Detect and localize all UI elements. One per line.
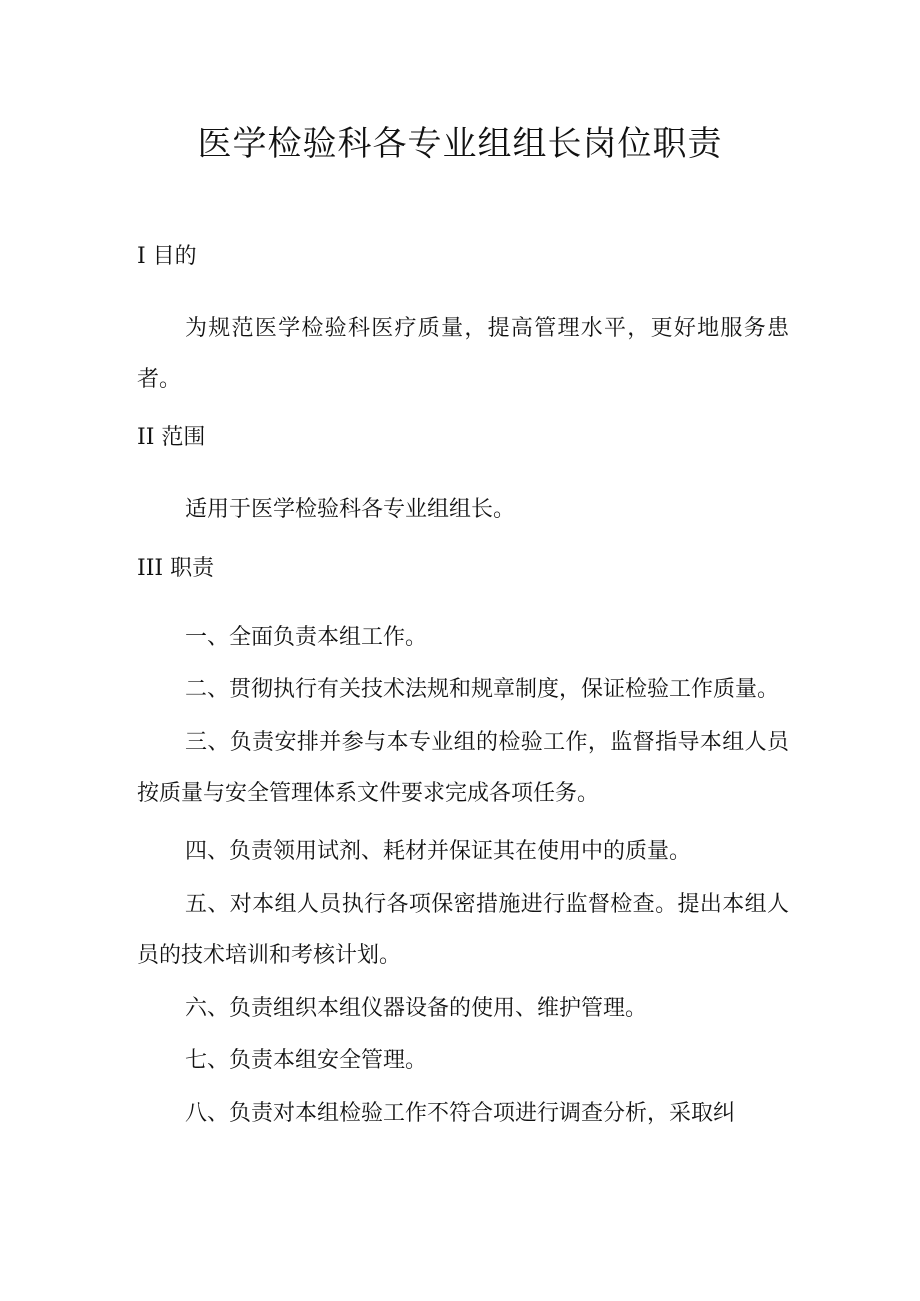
section-heading-scope: II 范围 [137, 425, 206, 450]
duty-item: 三、负责安排并参与本专业组的检验工作，监督指导本组人员按质量与安全管理体系文件要求完成各项任务。 [137, 730, 789, 806]
duty-item: 二、贯彻执行有关技术法规和规章制度，保证检验工作质量。 [185, 677, 780, 702]
duty-item: 六、负责组织本组仪器设备的使用、维护管理。 [185, 996, 648, 1021]
duty-item: 四、负责领用试剂、耗材并保证其在使用中的质量。 [185, 839, 692, 864]
section-heading-purpose: I 目的 [137, 244, 197, 269]
duty-item: 五、对本组人员执行各项保密措施进行监督检查。提出本组人员的技术培训和考核计划。 [137, 892, 789, 968]
duty-item: 八、负责对本组检验工作不符合项进行调查分析，采取纠 [185, 1101, 736, 1126]
section-heading-duties: III 职责 [137, 556, 215, 581]
duty-item: 七、负责本组安全管理。 [185, 1048, 428, 1073]
duty-item: 一、全面负责本组工作。 [185, 625, 428, 650]
purpose-paragraph: 为规范医学检验科医疗质量，提高管理水平，更好地服务患者。 [137, 316, 789, 392]
document-title: 医学检验科各专业组组长岗位职责 [197, 124, 723, 164]
scope-paragraph: 适用于医学检验科各专业组组长。 [185, 497, 516, 522]
